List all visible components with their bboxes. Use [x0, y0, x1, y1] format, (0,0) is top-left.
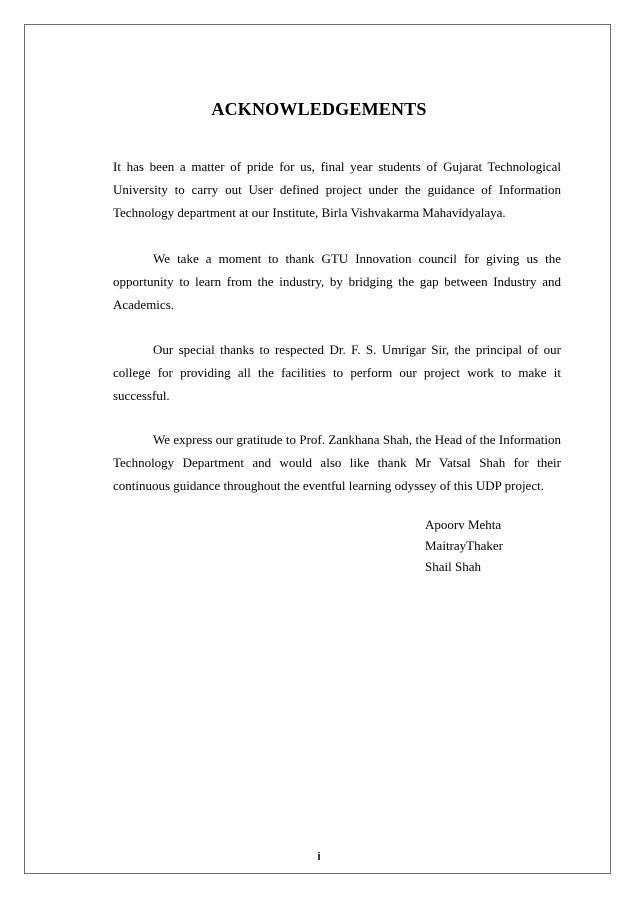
signatory-name: Shail Shah	[425, 559, 481, 574]
signatory-name: MaitrayThaker	[425, 538, 503, 553]
page-number: i	[317, 851, 321, 863]
paragraph-intro: It has been a matter of pride for us, final year students of Gujarat Technological University to carry out User defined project under the guidance of Information Technology department at our Institute, Birla Vishvakarma Mahavidyalaya.	[113, 159, 561, 220]
paragraph-gratitude: We express our gratitude to Prof. Zankhana Shah, the Head of the Information Technology Department and would also like thank Mr Vatsal Shah for their continuous guidance throughout the eventful learning odyssey of this UDP project.	[113, 432, 561, 493]
page-title: ACKNOWLEDGEMENTS	[211, 99, 427, 119]
paragraph-gtu-thanks: We take a moment to thank GTU Innovation council for giving us the opportunity to learn from the industry, by bridging the gap between Industry and Academics.	[113, 251, 561, 312]
signature-list	[425, 514, 503, 577]
paragraph-principal-thanks: Our special thanks to respected Dr. F. S. Umrigar Sir, the principal of our college for providing all the facilities to perform our project work to make it successful.	[113, 342, 561, 403]
signatory-name: Apoorv Mehta	[425, 517, 502, 532]
